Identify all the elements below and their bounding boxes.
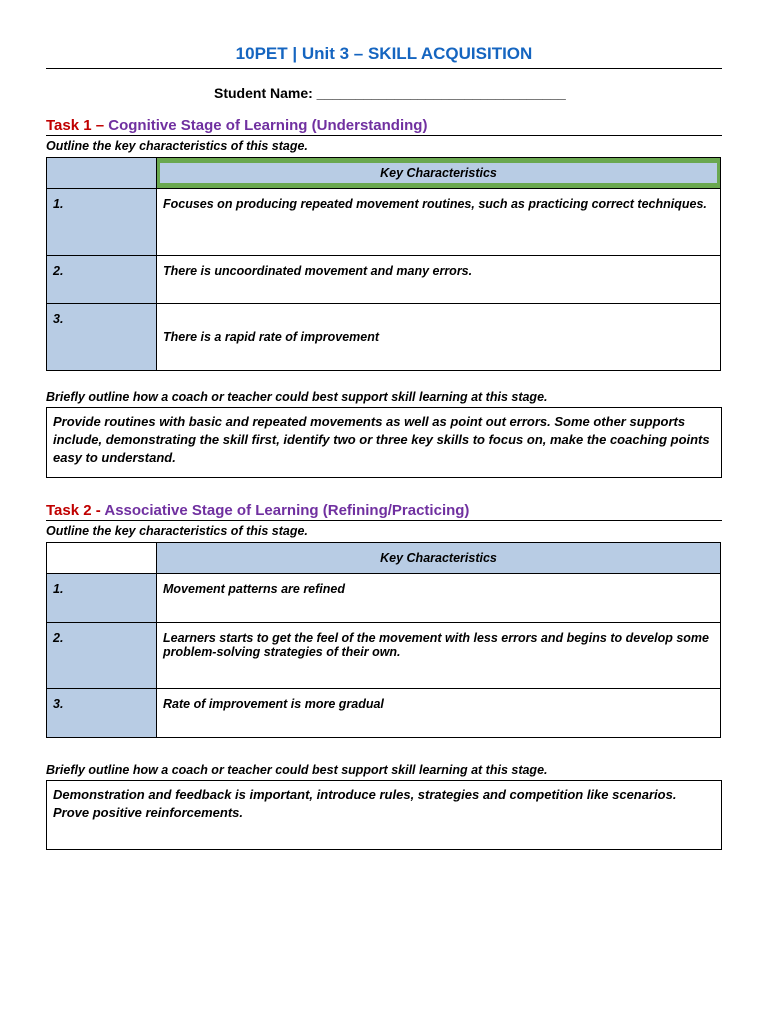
task1-outline-prompt: Outline the key characteristics of this stage. [46, 139, 308, 153]
row-number: 1. [47, 189, 157, 256]
task2-outline-prompt: Outline the key characteristics of this stage. [46, 524, 308, 538]
table-row [47, 304, 721, 371]
student-name-line: Student Name: ________________________________ [214, 85, 566, 101]
table-header-row [47, 543, 721, 574]
table-row [47, 574, 721, 623]
row-number: 3. [47, 304, 157, 371]
table-header-blank [47, 158, 157, 189]
task2-heading [46, 502, 722, 521]
row-text: There is uncoordinated movement and many errors. [157, 256, 721, 304]
table-header-row [47, 158, 721, 189]
table-header-label: Key Characteristics [157, 543, 721, 574]
table-row [47, 689, 721, 738]
table-row [47, 623, 721, 689]
task1-heading [46, 117, 722, 136]
task2-support-answer: Demonstration and feedback is important, introduce rules, strategies and competition like scenarios. Prove positive reinforcements. [46, 780, 722, 850]
task1-stage: Cognitive Stage of Learning (Understanding) [108, 117, 428, 134]
row-text: There is a rapid rate of improvement [157, 304, 721, 371]
task1-support-prompt: Briefly outline how a coach or teacher could best support skill learning at this stage. [46, 390, 548, 404]
task2-label: Task 2 - [46, 502, 105, 519]
task2-characteristics-table [46, 542, 721, 738]
table-row [47, 189, 721, 256]
table-row [47, 256, 721, 304]
page-title: 10PET | Unit 3 – SKILL ACQUISITION [235, 44, 533, 63]
table-header-cell [157, 158, 721, 189]
row-number: 3. [47, 689, 157, 738]
task2-support-prompt: Briefly outline how a coach or teacher could best support skill learning at this stage. [46, 763, 548, 777]
table-header-label: Key Characteristics [160, 163, 717, 183]
row-text: Learners starts to get the feel of the movement with less errors and begins to develop some problem-solving strategies of their own. [157, 623, 721, 689]
table-header-blank [47, 543, 157, 574]
title-divider [46, 68, 722, 69]
task1-label: Task 1 – [46, 117, 109, 134]
row-text: Rate of improvement is more gradual [157, 689, 721, 738]
task2-stage: Associative Stage of Learning (Refining/Practicing) [104, 502, 470, 519]
task1-support-answer: Provide routines with basic and repeated movements as well as point out errors. Some other supports include, demonstrating the skill first, identify two or three key skills to focus on, make the coaching points easy to understand. [46, 407, 722, 478]
task1-characteristics-table [46, 157, 721, 371]
row-number: 1. [47, 574, 157, 623]
row-text: Focuses on producing repeated movement routines, such as practicing correct techniques. [157, 189, 721, 256]
row-number: 2. [47, 623, 157, 689]
row-number: 2. [47, 256, 157, 304]
row-text: Movement patterns are refined [157, 574, 721, 623]
